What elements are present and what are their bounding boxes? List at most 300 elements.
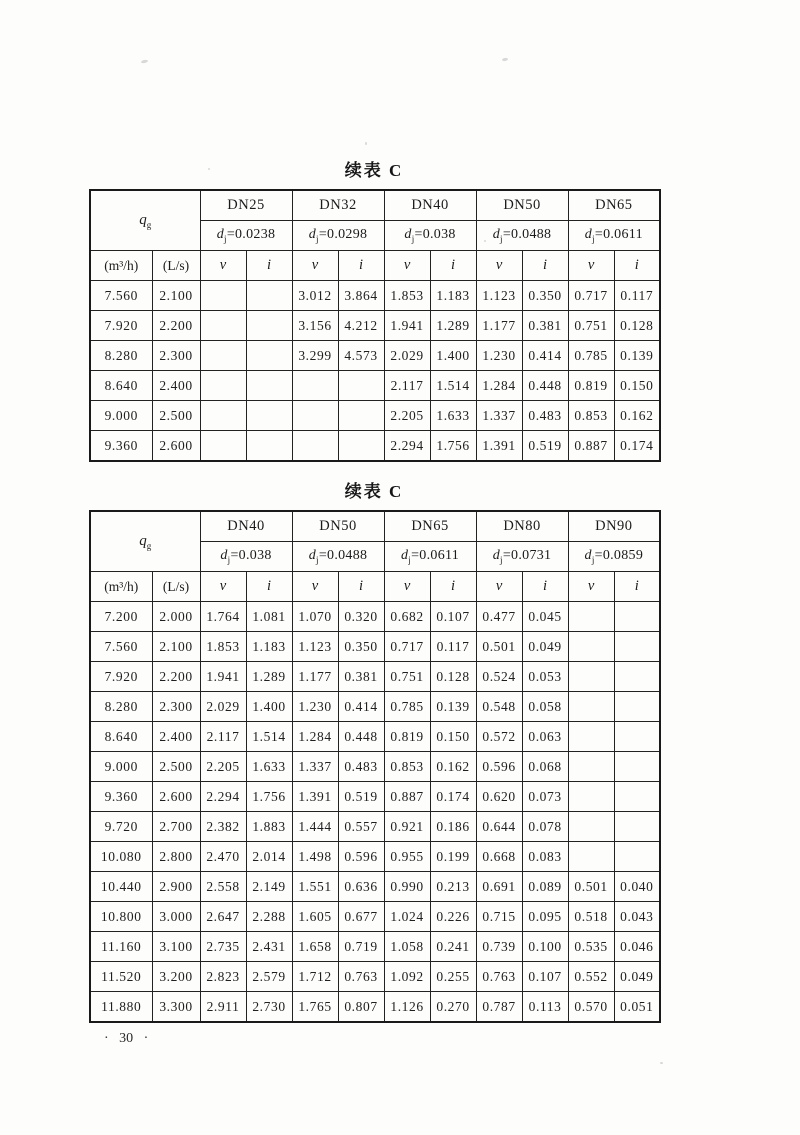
- value-cell: 1.444: [292, 812, 338, 842]
- value-cell: 1.230: [292, 692, 338, 722]
- header-row-dn: [90, 190, 660, 221]
- value-cell: 0.596: [476, 752, 522, 782]
- empty-cell: [568, 752, 614, 782]
- value-cell: 2.700: [152, 812, 200, 842]
- empty-cell: [568, 722, 614, 752]
- value-cell: 2.100: [152, 632, 200, 662]
- value-cell: 0.739: [476, 932, 522, 962]
- value-cell: 2.911: [200, 992, 246, 1023]
- table-row: [90, 812, 660, 842]
- value-cell: 0.174: [430, 782, 476, 812]
- value-cell: 2.600: [152, 431, 200, 462]
- value-cell: 0.887: [568, 431, 614, 462]
- value-cell: 2.735: [200, 932, 246, 962]
- empty-cell: [614, 692, 660, 722]
- value-cell: 7.920: [90, 311, 152, 341]
- table-row: [90, 632, 660, 662]
- gradient-symbol: i: [522, 572, 568, 602]
- value-cell: 0.043: [614, 902, 660, 932]
- page-number: · 30 ·: [104, 1031, 149, 1046]
- value-cell: 0.051: [614, 992, 660, 1023]
- unit-m3h: (m³/h): [90, 572, 152, 602]
- flow-rate-symbol: $q_g$: [90, 511, 200, 572]
- value-cell: 0.128: [430, 662, 476, 692]
- value-cell: 2.000: [152, 602, 200, 632]
- inner-diameter-header: $d_j=0.038$: [384, 221, 476, 251]
- scan-speck: [502, 58, 508, 62]
- value-cell: 0.819: [568, 371, 614, 401]
- value-cell: 7.560: [90, 281, 152, 311]
- table-row: [90, 782, 660, 812]
- inner-diameter-header: $d_j=0.0859$: [568, 542, 660, 572]
- value-cell: 0.213: [430, 872, 476, 902]
- value-cell: 0.150: [614, 371, 660, 401]
- value-cell: 1.756: [246, 782, 292, 812]
- table-title: 续表 C: [344, 482, 404, 501]
- empty-cell: [568, 812, 614, 842]
- empty-cell: [614, 782, 660, 812]
- value-cell: 1.126: [384, 992, 430, 1023]
- value-cell: 2.579: [246, 962, 292, 992]
- value-cell: 8.280: [90, 692, 152, 722]
- velocity-symbol: v: [476, 251, 522, 281]
- empty-cell: [292, 431, 338, 462]
- value-cell: 0.596: [338, 842, 384, 872]
- value-cell: 3.100: [152, 932, 200, 962]
- empty-cell: [246, 341, 292, 371]
- header-row-units: [90, 572, 660, 602]
- value-cell: 1.853: [200, 632, 246, 662]
- value-cell: 0.477: [476, 602, 522, 632]
- empty-cell: [246, 281, 292, 311]
- value-cell: 0.636: [338, 872, 384, 902]
- value-cell: 0.139: [430, 692, 476, 722]
- value-cell: 0.448: [338, 722, 384, 752]
- empty-cell: [338, 371, 384, 401]
- value-cell: 1.756: [430, 431, 476, 462]
- value-cell: 2.294: [200, 782, 246, 812]
- value-cell: 1.123: [292, 632, 338, 662]
- value-cell: 9.000: [90, 401, 152, 431]
- table-row: [90, 341, 660, 371]
- empty-cell: [614, 752, 660, 782]
- empty-cell: [338, 431, 384, 462]
- value-cell: 0.162: [430, 752, 476, 782]
- unit-m3h: (m³/h): [90, 251, 152, 281]
- value-cell: 1.605: [292, 902, 338, 932]
- value-cell: 1.391: [292, 782, 338, 812]
- value-cell: 0.717: [384, 632, 430, 662]
- value-cell: 0.350: [522, 281, 568, 311]
- empty-cell: [568, 842, 614, 872]
- value-cell: 1.400: [246, 692, 292, 722]
- table-header: [90, 190, 660, 281]
- value-cell: 0.501: [476, 632, 522, 662]
- value-cell: 0.100: [522, 932, 568, 962]
- value-cell: 1.853: [384, 281, 430, 311]
- value-cell: 0.483: [338, 752, 384, 782]
- value-cell: 2.431: [246, 932, 292, 962]
- value-cell: 2.117: [200, 722, 246, 752]
- value-cell: 0.095: [522, 902, 568, 932]
- page-content: [89, 156, 659, 1023]
- value-cell: 0.763: [476, 962, 522, 992]
- value-cell: 1.712: [292, 962, 338, 992]
- velocity-symbol: v: [292, 251, 338, 281]
- value-cell: 1.284: [292, 722, 338, 752]
- value-cell: 2.205: [384, 401, 430, 431]
- value-cell: 0.535: [568, 932, 614, 962]
- value-cell: 0.519: [338, 782, 384, 812]
- value-cell: 0.150: [430, 722, 476, 752]
- value-cell: 0.570: [568, 992, 614, 1023]
- empty-cell: [246, 431, 292, 462]
- value-cell: 0.381: [338, 662, 384, 692]
- value-cell: 0.089: [522, 872, 568, 902]
- velocity-symbol: v: [384, 572, 430, 602]
- value-cell: 11.160: [90, 932, 152, 962]
- value-cell: 1.123: [476, 281, 522, 311]
- value-cell: 1.284: [476, 371, 522, 401]
- value-cell: 0.785: [384, 692, 430, 722]
- value-cell: 1.183: [246, 632, 292, 662]
- value-cell: 0.483: [522, 401, 568, 431]
- value-cell: 0.717: [568, 281, 614, 311]
- empty-cell: [568, 782, 614, 812]
- value-cell: 0.270: [430, 992, 476, 1023]
- value-cell: 1.391: [476, 431, 522, 462]
- value-cell: 1.658: [292, 932, 338, 962]
- value-cell: 0.552: [568, 962, 614, 992]
- scan-speck: [365, 142, 367, 145]
- value-cell: 9.000: [90, 752, 152, 782]
- dn-size-header: DN50: [476, 190, 568, 221]
- value-cell: 10.440: [90, 872, 152, 902]
- value-cell: 0.853: [568, 401, 614, 431]
- value-cell: 0.668: [476, 842, 522, 872]
- value-cell: 9.360: [90, 782, 152, 812]
- value-cell: 0.107: [522, 962, 568, 992]
- empty-cell: [614, 662, 660, 692]
- value-cell: 0.677: [338, 902, 384, 932]
- value-cell: 0.691: [476, 872, 522, 902]
- value-cell: 9.360: [90, 431, 152, 462]
- value-cell: 0.557: [338, 812, 384, 842]
- value-cell: 0.524: [476, 662, 522, 692]
- value-cell: 4.573: [338, 341, 384, 371]
- header-row-units: [90, 251, 660, 281]
- gradient-symbol: i: [614, 572, 660, 602]
- value-cell: 3.012: [292, 281, 338, 311]
- value-cell: 11.520: [90, 962, 152, 992]
- table-row: [90, 311, 660, 341]
- empty-cell: [292, 401, 338, 431]
- empty-cell: [200, 371, 246, 401]
- value-cell: 0.955: [384, 842, 430, 872]
- empty-cell: [568, 692, 614, 722]
- dn-size-header: DN65: [384, 511, 476, 542]
- empty-cell: [614, 602, 660, 632]
- value-cell: 1.551: [292, 872, 338, 902]
- value-cell: 2.800: [152, 842, 200, 872]
- value-cell: 1.230: [476, 341, 522, 371]
- value-cell: 0.139: [614, 341, 660, 371]
- value-cell: 0.162: [614, 401, 660, 431]
- value-cell: 0.448: [522, 371, 568, 401]
- table-row: [90, 992, 660, 1023]
- value-cell: 0.107: [430, 602, 476, 632]
- value-cell: 0.414: [338, 692, 384, 722]
- value-cell: 7.920: [90, 662, 152, 692]
- table-row: [90, 962, 660, 992]
- table-title: 续表 C: [344, 161, 404, 180]
- table-body: [90, 602, 660, 1023]
- value-cell: 0.548: [476, 692, 522, 722]
- value-cell: 3.000: [152, 902, 200, 932]
- value-cell: 0.887: [384, 782, 430, 812]
- value-cell: 0.921: [384, 812, 430, 842]
- inner-diameter-header: $d_j=0.0238$: [200, 221, 292, 251]
- value-cell: 1.633: [246, 752, 292, 782]
- value-cell: 8.640: [90, 371, 152, 401]
- table-row: [90, 602, 660, 632]
- value-cell: 1.058: [384, 932, 430, 962]
- table-body: [90, 281, 660, 462]
- header-row-dn: [90, 511, 660, 542]
- dn-size-header: DN40: [384, 190, 476, 221]
- table-row: [90, 902, 660, 932]
- value-cell: 2.823: [200, 962, 246, 992]
- value-cell: 1.514: [430, 371, 476, 401]
- value-cell: 0.174: [614, 431, 660, 462]
- value-cell: 0.117: [614, 281, 660, 311]
- empty-cell: [200, 401, 246, 431]
- table-row: [90, 932, 660, 962]
- value-cell: 0.320: [338, 602, 384, 632]
- velocity-symbol: v: [476, 572, 522, 602]
- continued-table-c-2: [89, 477, 659, 1023]
- value-cell: 11.880: [90, 992, 152, 1023]
- value-cell: 1.941: [200, 662, 246, 692]
- empty-cell: [614, 842, 660, 872]
- value-cell: 2.600: [152, 782, 200, 812]
- velocity-symbol: v: [292, 572, 338, 602]
- value-cell: 2.294: [384, 431, 430, 462]
- value-cell: 0.853: [384, 752, 430, 782]
- value-cell: 2.400: [152, 371, 200, 401]
- value-cell: 0.186: [430, 812, 476, 842]
- value-cell: 1.183: [430, 281, 476, 311]
- value-cell: 0.519: [522, 431, 568, 462]
- table-row: [90, 872, 660, 902]
- value-cell: 0.068: [522, 752, 568, 782]
- value-cell: 0.819: [384, 722, 430, 752]
- pipe-hydraulics-table-1: [89, 189, 661, 462]
- gradient-symbol: i: [522, 251, 568, 281]
- value-cell: 1.941: [384, 311, 430, 341]
- empty-cell: [292, 371, 338, 401]
- inner-diameter-header: $d_j=0.0611$: [568, 221, 660, 251]
- value-cell: 2.558: [200, 872, 246, 902]
- empty-cell: [246, 371, 292, 401]
- value-cell: 1.081: [246, 602, 292, 632]
- value-cell: 3.156: [292, 311, 338, 341]
- value-cell: 1.765: [292, 992, 338, 1023]
- value-cell: 0.682: [384, 602, 430, 632]
- value-cell: 1.289: [430, 311, 476, 341]
- value-cell: 9.720: [90, 812, 152, 842]
- dn-size-header: DN65: [568, 190, 660, 221]
- value-cell: 10.080: [90, 842, 152, 872]
- value-cell: 2.730: [246, 992, 292, 1023]
- inner-diameter-header: $d_j=0.0731$: [476, 542, 568, 572]
- empty-cell: [200, 281, 246, 311]
- table-header: [90, 511, 660, 602]
- gradient-symbol: i: [246, 572, 292, 602]
- empty-cell: [568, 632, 614, 662]
- table-row: [90, 692, 660, 722]
- value-cell: 7.200: [90, 602, 152, 632]
- value-cell: 1.883: [246, 812, 292, 842]
- value-cell: 0.049: [614, 962, 660, 992]
- value-cell: 2.382: [200, 812, 246, 842]
- value-cell: 1.400: [430, 341, 476, 371]
- value-cell: 3.300: [152, 992, 200, 1023]
- unit-ls: (L/s): [152, 251, 200, 281]
- value-cell: 0.751: [384, 662, 430, 692]
- value-cell: 0.990: [384, 872, 430, 902]
- velocity-symbol: v: [200, 572, 246, 602]
- dn-size-header: DN32: [292, 190, 384, 221]
- value-cell: 1.498: [292, 842, 338, 872]
- scan-speck: [141, 59, 148, 63]
- velocity-symbol: v: [568, 572, 614, 602]
- value-cell: 1.070: [292, 602, 338, 632]
- value-cell: 2.500: [152, 752, 200, 782]
- inner-diameter-header: $d_j=0.0488$: [292, 542, 384, 572]
- table-row: [90, 752, 660, 782]
- velocity-symbol: v: [384, 251, 430, 281]
- value-cell: 1.633: [430, 401, 476, 431]
- value-cell: 2.300: [152, 692, 200, 722]
- value-cell: 10.800: [90, 902, 152, 932]
- empty-cell: [614, 632, 660, 662]
- inner-diameter-header: $d_j=0.0298$: [292, 221, 384, 251]
- empty-cell: [568, 602, 614, 632]
- value-cell: 0.572: [476, 722, 522, 752]
- empty-cell: [200, 431, 246, 462]
- value-cell: 3.864: [338, 281, 384, 311]
- value-cell: 0.241: [430, 932, 476, 962]
- value-cell: 7.560: [90, 632, 152, 662]
- value-cell: 0.113: [522, 992, 568, 1023]
- empty-cell: [200, 341, 246, 371]
- value-cell: 2.400: [152, 722, 200, 752]
- value-cell: 0.414: [522, 341, 568, 371]
- inner-diameter-header: $d_j=0.0488$: [476, 221, 568, 251]
- table-row: [90, 842, 660, 872]
- value-cell: 2.200: [152, 311, 200, 341]
- value-cell: 0.620: [476, 782, 522, 812]
- value-cell: 0.518: [568, 902, 614, 932]
- value-cell: 3.299: [292, 341, 338, 371]
- value-cell: 0.644: [476, 812, 522, 842]
- value-cell: 0.255: [430, 962, 476, 992]
- value-cell: 3.200: [152, 962, 200, 992]
- value-cell: 2.900: [152, 872, 200, 902]
- value-cell: 2.029: [384, 341, 430, 371]
- value-cell: 2.200: [152, 662, 200, 692]
- empty-cell: [200, 311, 246, 341]
- dn-size-header: DN25: [200, 190, 292, 221]
- value-cell: 0.045: [522, 602, 568, 632]
- pipe-hydraulics-table-2: [89, 510, 661, 1023]
- value-cell: 2.300: [152, 341, 200, 371]
- value-cell: 0.040: [614, 872, 660, 902]
- value-cell: 1.337: [292, 752, 338, 782]
- velocity-symbol: v: [200, 251, 246, 281]
- inner-diameter-header: $d_j=0.038$: [200, 542, 292, 572]
- empty-cell: [614, 722, 660, 752]
- inner-diameter-header: $d_j=0.0611$: [384, 542, 476, 572]
- value-cell: 1.514: [246, 722, 292, 752]
- table-row: [90, 662, 660, 692]
- value-cell: 0.719: [338, 932, 384, 962]
- value-cell: 8.280: [90, 341, 152, 371]
- value-cell: 1.289: [246, 662, 292, 692]
- value-cell: 2.100: [152, 281, 200, 311]
- table-row: [90, 431, 660, 462]
- value-cell: 0.751: [568, 311, 614, 341]
- value-cell: 0.807: [338, 992, 384, 1023]
- value-cell: 0.350: [338, 632, 384, 662]
- value-cell: 0.787: [476, 992, 522, 1023]
- value-cell: 0.785: [568, 341, 614, 371]
- flow-rate-symbol: $q_g$: [90, 190, 200, 251]
- value-cell: 0.073: [522, 782, 568, 812]
- value-cell: 0.763: [338, 962, 384, 992]
- gradient-symbol: i: [430, 572, 476, 602]
- gradient-symbol: i: [430, 251, 476, 281]
- value-cell: 0.078: [522, 812, 568, 842]
- value-cell: 0.053: [522, 662, 568, 692]
- value-cell: 1.337: [476, 401, 522, 431]
- empty-cell: [246, 401, 292, 431]
- dn-size-header: DN50: [292, 511, 384, 542]
- unit-ls: (L/s): [152, 572, 200, 602]
- value-cell: 0.715: [476, 902, 522, 932]
- value-cell: 2.647: [200, 902, 246, 932]
- gradient-symbol: i: [614, 251, 660, 281]
- value-cell: 0.083: [522, 842, 568, 872]
- value-cell: 1.024: [384, 902, 430, 932]
- continued-table-c-1: [89, 156, 659, 462]
- gradient-symbol: i: [338, 572, 384, 602]
- table-row: [90, 371, 660, 401]
- value-cell: 0.117: [430, 632, 476, 662]
- value-cell: 1.092: [384, 962, 430, 992]
- value-cell: 2.288: [246, 902, 292, 932]
- value-cell: 0.199: [430, 842, 476, 872]
- table-row: [90, 281, 660, 311]
- value-cell: 2.500: [152, 401, 200, 431]
- value-cell: 2.117: [384, 371, 430, 401]
- value-cell: 0.381: [522, 311, 568, 341]
- gradient-symbol: i: [338, 251, 384, 281]
- dn-size-header: DN90: [568, 511, 660, 542]
- value-cell: 0.226: [430, 902, 476, 932]
- velocity-symbol: v: [568, 251, 614, 281]
